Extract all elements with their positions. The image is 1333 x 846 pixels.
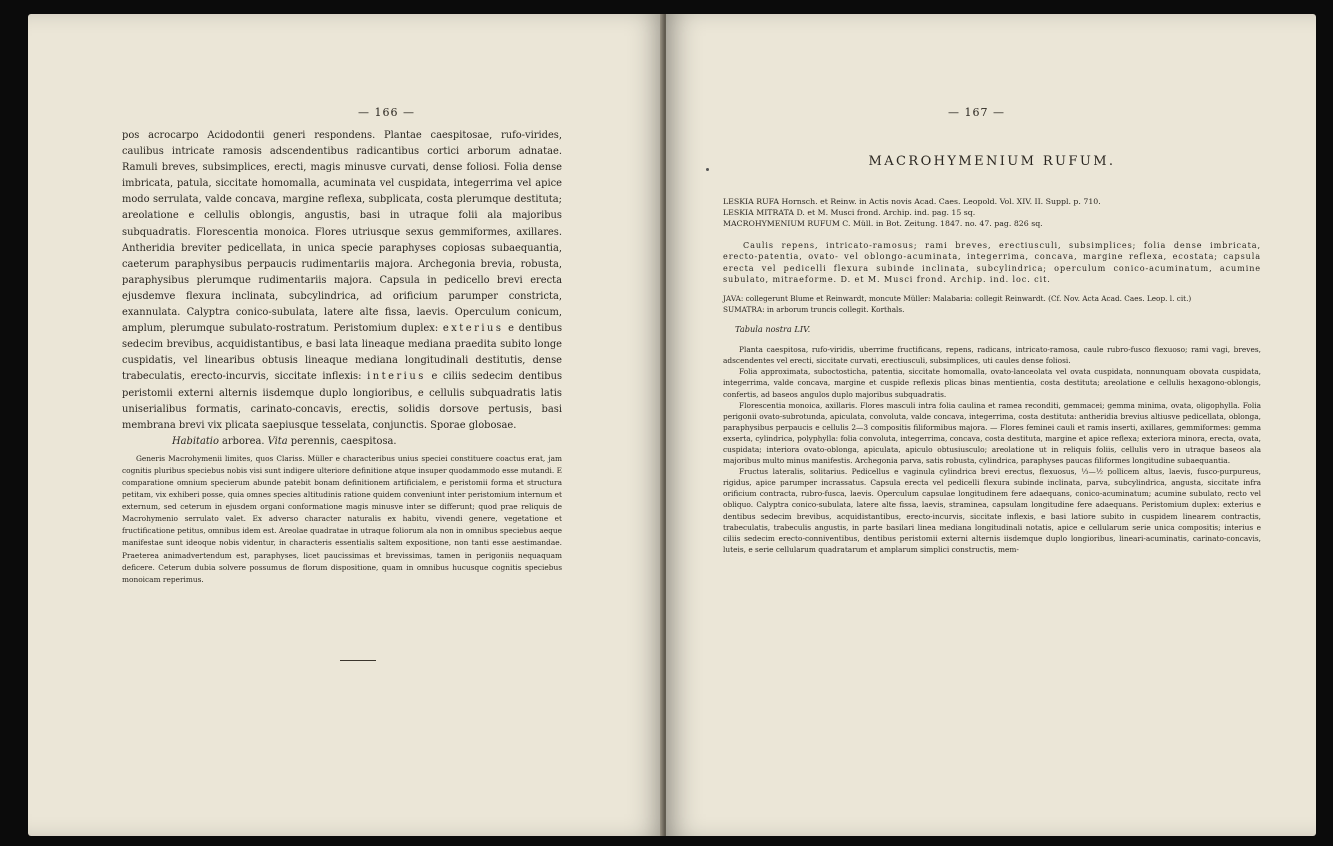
habitatio-value: arborea. (222, 435, 265, 447)
genus-description (122, 128, 562, 434)
synonym-1: LESKIA RUFA Hornsch. et Reinw. in Actis novis Acad. Caes. Leopold. Vol. XIV. II. Suppl. p. 710. (723, 197, 1101, 206)
habitatio-label: Habitatio (172, 435, 219, 447)
diagnosis: Caulis repens, intricato-ramosus; rami breves, erectiusculi, subsimplices; folia dense imbricata, erecto-patentia, ovato- vel oblongo-acuminata, integerrima, concava, margine reflexa, ecostata; capsula erecta vel pedicelli flexura subinde inclinata, subcylindrica; operculum conico-acuminatum, acumine subulato, mitraeforme. D. et M. Musci frond. Archip. ind. loc. cit. (723, 239, 1261, 285)
interius-label: interius (367, 371, 426, 383)
genus-description-1: pos acrocarpo Acidodontii generi respondens. Plantae caespitosae, rufo-virides, caulibus intricate ramosis adscendentibus radicantibus cortici arborum adnatae. Ramuli breves, subsimplices, erecti, magis minusve curvati, dense foliosi. Folia dense imbricata, patula, siccitate homomalla, acuminata vel cuspidata, integerrima vel apice modo serrulata, valde concava, margine reflexa, subplicata, costa plerumque destituta; areolatione e cellulis oblongis, angustis, basi in utraque folii ala majoribus subquadratis. Florescentia monoica. Flores utriusque sexus gemmiformes, axillares. Antheridia breviter pedicellata, in unica specie paraphyses copiosas subaequantia, caeterum paraphysibus perpaucis rudimentariis majora. Archegonia brevia, robusta, paraphysibus plerumque rudimentariis majora. Capsula in pedicello brevi erecta ejusdemve flexura inclinata, subcylindrica, ad orificium parumper constricta, exannulata. Calyptra conico-subulata, latere alte fissa, laevis. Operculum conicum, amplum, plerumque subulato-rostratum. Peristomium duplex: (122, 130, 562, 335)
paragraph-planta: Planta caespitosa, rufo-viridis, uberrime fructificans, repens, radicans, intricato-ramosa, caule rubro-fusco flexuoso; rami vagi, breves, adscendentes vel erecti, siccitate curvati, erectiusculi, subsimplices, uti caules dense foliosi. (723, 345, 1261, 366)
exterius-label: exterius (442, 323, 504, 335)
right-page-number: — 167 — (948, 106, 1005, 119)
genus-description-2: e dentibus sedecim brevibus, acquidistantibus, e basi lata lineaque mediana praedita subito longe cuspidatis, vel linearibus obtusis lineaque mediana longitudinali destitutis, dense trabeculatis, erecto-incurvis, siccitate inflexis: (122, 323, 563, 383)
left-page-number: — 166 — (358, 106, 415, 119)
left-text-column (122, 128, 562, 586)
vita-value: perennis, caespitosa. (290, 435, 397, 447)
species-title: MACROHYMENIUM RUFUM. (868, 154, 1116, 169)
paragraph-fructus: Fructus lateralis, solitarius. Pedicellus e vaginula cylindrica brevi erectus, flexuosus, ⅓—½ pollicem altus, laevis, fusco-purpureus, rigidus, apice parumper incrassatus. Capsula erecta vel pedicelli flexura subinde inclinata, parva, subcylindrica, angusta, siccitate infra orificium contracta, rubro-fusca, laevis. Operculum capsulae longitudinem fere adaequans, conico-acuminatum; acumine subulato, recto vel obliquo. Calyptra conico-subulata, latere alte fissa, laevis, straminea, capsulam longitudine fere adaequans. Peristomium duplex: exterius e dentibus sedecim brevibus, acquidistantibus, erecto-incurvis, siccitate inflexis, e basi latiore subito in cuspidem linearem contractis, trabeculatis, trabeculis angustis, in parte basilari linea mediana longitudinali notatis, apice e cellularum serie unica compositis; interius e ciliis sedecim erecto-conniventibus, dentibus peristomii externi alternis iisdemque duplo longioribus, lineari-acuminatis, carinato-concavis, luteis, e serie cellularum quadratarum et amplarum simplici constructis, mem- (723, 467, 1261, 554)
habitatio-line (172, 434, 562, 449)
synonym-2: LESKIA MITRATA D. et M. Musci frond. Archip. ind. pag. 15 sq. (723, 208, 976, 218)
left-page (28, 14, 664, 836)
tabula-text: Tabula nostra LIV. (735, 324, 811, 335)
genus-description-3: e ciliis sedecim dentibus peristomii externi alternis iisdemque duplo longioribus, e cellulis subquadratis latis uniserialibus formatis, carinato-concavis, erectis, solidis dorsove pertusis, basi membrana brevi vix plicata saepiusque tesselata, conjunctis. Sporae globosae. (122, 371, 563, 431)
synonym-3: MACROHYMENIUM RUFUM C. Müll. in Bot. Zeitung. 1847. no. 47. pag. 826 sq. (723, 219, 1043, 229)
paragraph-folia: Folia approximata, suboctosticha, patentia, siccitate homomalla, ovato-lanceolata vel ovata cuspidata, nonnunquam obovata cuspidata, integerrima, valde concava, margine et cuspide reflexis plicas binas mentientia, costa destituta; areolatione e cellulis hexagono-oblongis, confertis, ad baseos angulos duplo majoribus subquadratis. (723, 367, 1261, 399)
paragraph-florescentia: Florescentia monoica, axillaris. Flores masculi intra folia caulina et ramea reconditi, gemmacei; gemma minima, ovata, oligophylla. Folia perigonii ovato-subrotunda, apiculata, convoluta, valde concava, integerrima, costa destituta: antheridia brevius altiusve pedicellata, oblonga, paraphysibus perpaucis e cellulis 2—3 compositis filiformibus majora. — Flores feminei cauli et ramis inserti, axillares, gemmiformes: gemma exserta, cylindrica, polyphylla: folia convoluta, integerrima, concava, costa destituta, margine et apice reflexa; exteriora minora, erecta, ovata, cuspidata; interiora ovato-oblonga, apiculata, apiculo obtusiusculo; areolatione ut in reliquis foliis, cellulis vero in utraque baseos ala majoribus multo minus manifestis. Archegonia parva, satis robusta, cylindrica, paraphyses paucas filiformes longitudine subaequantia. (723, 400, 1261, 466)
left-end-rule (340, 660, 376, 661)
tabula (723, 324, 1261, 334)
habitat-java: JAVA: collegerunt Blume et Reinwardt, moncute Müller: Malabaria: collegit Reinwardt. (Cf. Nov. Acta Acad. Caes. Leop. l. cit.) (723, 293, 1192, 303)
synonym-block (723, 196, 1261, 555)
stray-ink-mark (706, 168, 709, 171)
habitat-sumatra: SUMATRA: in arborum truncis collegit. Korthals. (723, 304, 905, 314)
right-page (666, 14, 1316, 836)
vita-label: Vita (267, 435, 288, 447)
genus-note: Generis Macrohymenii limites, quos Clariss. Müller e characteribus unius speciei constituere coactus erat, jam cognitis pluribus speciebus nobis visi sunt indigere ulteriore definitione atque insuper quodammodo esse mutandi. E comparatione omnium specierum abunde patebit bonam definitionem artificialem, e peristomii forma et structura petitam, vix exhiberi posse, quia omnes species altitudinis ratione quidem conveniunt inter peristomium internum et externum, sed ceterum in ejusdem organi conformatione magis minusve inter se differunt; quod prae reliquis de Macrohymenio serrulato valet. Ex adverso character naturalis ex habitu, vivendi genere, vegetatione et fructificatione petitus, omnibus idem est. Areolae quadratae in utraque foliorum ala non in omnibus speciebus aeque manifestae sunt ideoque nobis videntur, in characteris essentialis saltem expositione, non tanti esse aestimandae. Praeterea animadvertendum est, paraphyses, licet paucissimas et brevissimas, tamen in perigoniis nequaquam deficere. Ceterum dubia solvere possumus de florum dispositione, quam in omnibus hucusque cognitis speciebus monoicam reperimus. (122, 453, 562, 584)
